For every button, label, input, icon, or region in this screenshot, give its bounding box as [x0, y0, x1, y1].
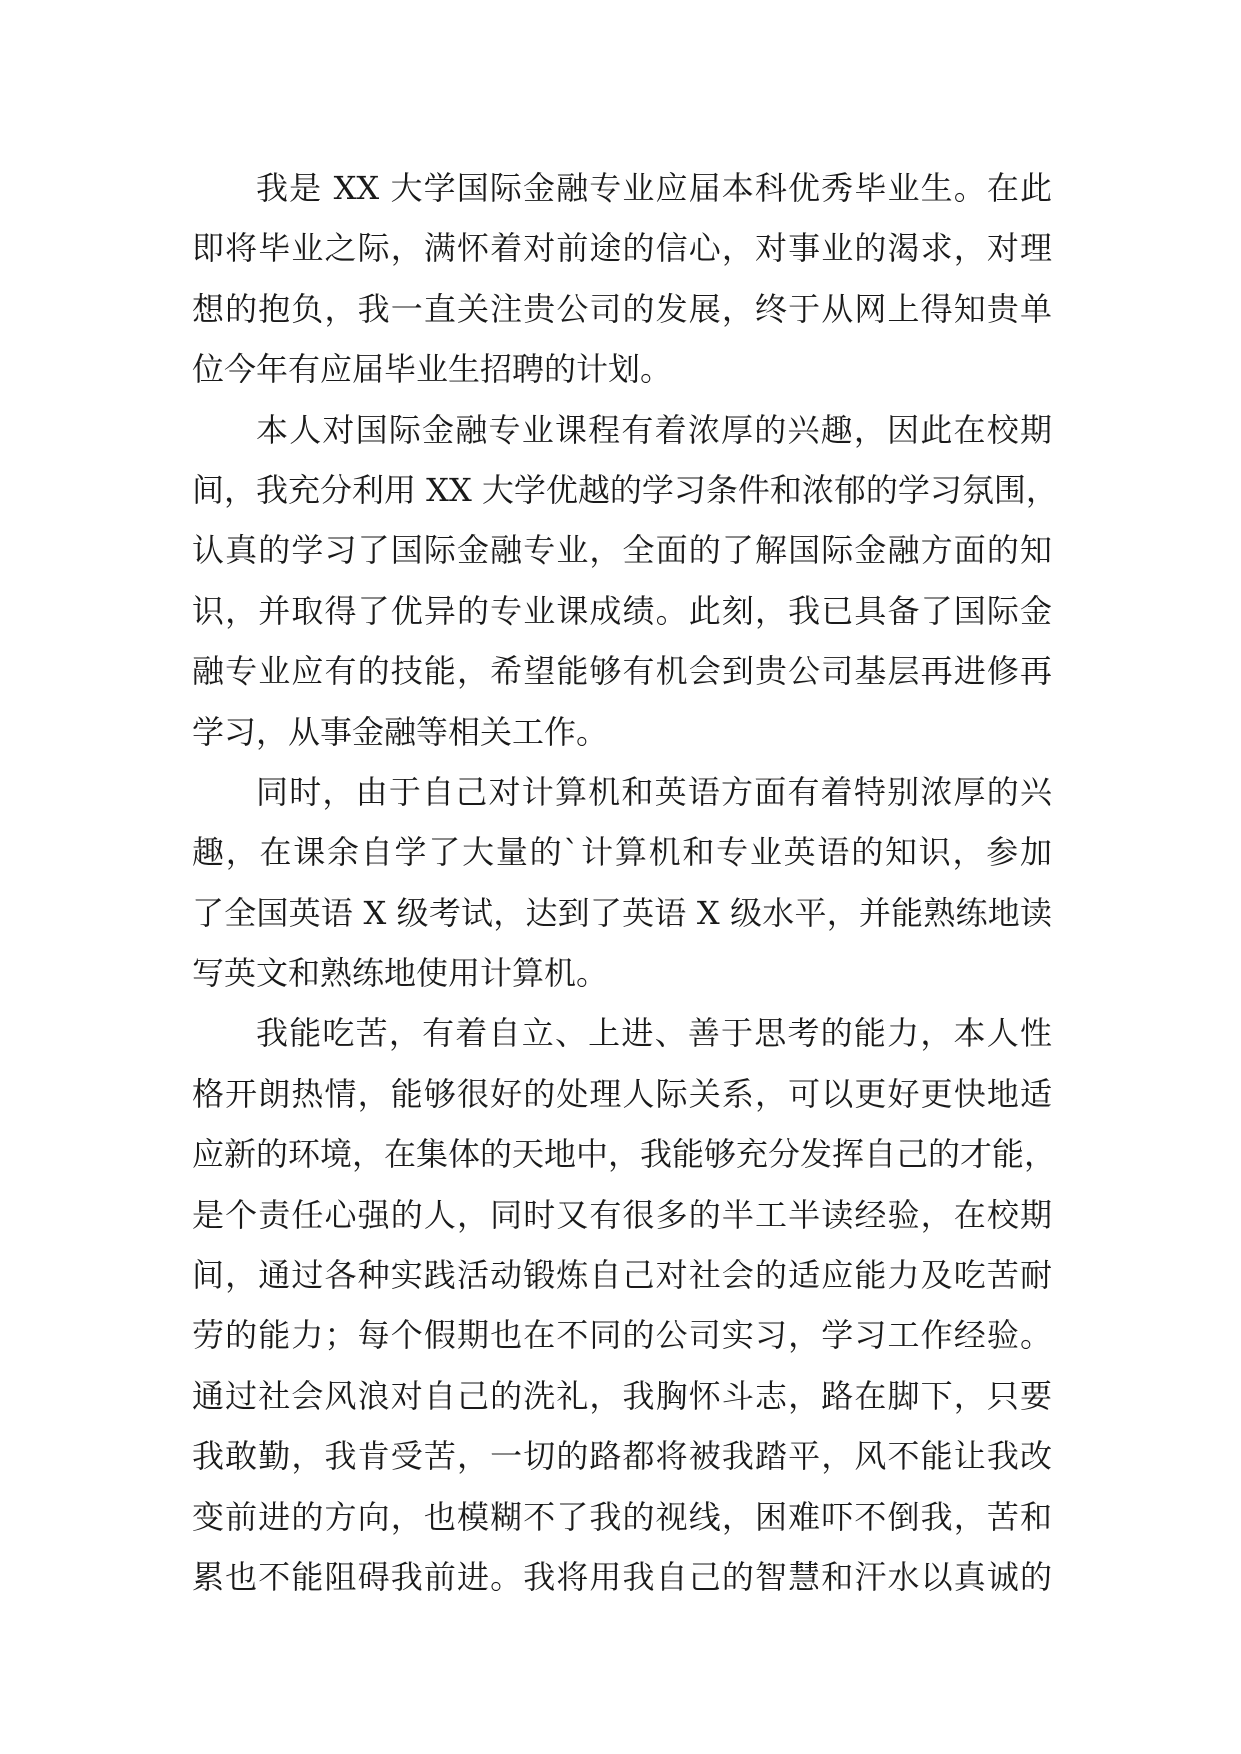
paragraph-2-line-3: 认真的学习了国际金融专业，全面的了解国际金融方面的知	[192, 531, 1052, 570]
letter-body	[192, 158, 1058, 1607]
paragraph-4-line-3: 应新的环境，在集体的天地中，我能够充分发挥自己的才能，	[192, 1135, 1057, 1174]
paragraph-4-line-8: 我敢勤，我肯受苦，一切的路都将被我踏平，风不能让我改	[192, 1437, 1052, 1476]
paragraph-1-line-1: 我是 XX 大学国际金融专业应届本科优秀毕业生。在此	[256, 169, 1052, 207]
paragraph-4-line-5: 间，通过各种实践活动锻炼自己对社会的适应能力及吃苦耐	[192, 1256, 1052, 1295]
paragraph-4-line-7: 通过社会风浪对自己的洗礼，我胸怀斗志，路在脚下，只要	[192, 1376, 1052, 1415]
paragraph-2-line-2: 间，我充分利用 XX 大学优越的学习条件和浓郁的学习氛围，	[192, 470, 1058, 509]
paragraph-2-line-4: 识，并取得了优异的专业课成绩。此刻，我已具备了国际金	[192, 591, 1052, 630]
paragraph-3-line-3: 了全国英语 X 级考试，达到了英语 X 级水平，并能熟练地读	[192, 893, 1052, 932]
paragraph-4-line-6: 劳的能力；每个假期也在不同的公司实习，学习工作经验。	[192, 1316, 1052, 1355]
paragraph-1-line-2: 即将毕业之际，满怀着对前途的信心，对事业的渴求，对理	[192, 229, 1052, 268]
paragraph-4-line-9: 变前进的方向，也模糊不了我的视线，困难吓不倒我，苦和	[192, 1497, 1052, 1536]
paragraph-1-line-4: 位今年有应届毕业生招聘的计划。	[192, 350, 673, 389]
paragraph-2-line-1: 本人对国际金融专业课程有着浓厚的兴趣，因此在校期	[256, 410, 1052, 449]
paragraph-1-line-3: 想的抱负，我一直关注贵公司的发展，终于从网上得知贵单	[192, 289, 1052, 328]
paragraph-4-line-2: 格开朗热情，能够很好的处理人际关系，可以更好更快地适	[192, 1074, 1052, 1113]
paragraph-2-line-5: 融专业应有的技能，希望能够有机会到贵公司基层再进修再	[192, 652, 1052, 691]
paragraph-4-line-4: 是个责任心强的人，同时又有很多的半工半读经验，在校期	[192, 1195, 1052, 1234]
paragraph-4-line-1: 我能吃苦，有着自立、上进、善于思考的能力，本人性	[256, 1014, 1052, 1053]
paragraph-4-line-10: 累也不能阻碍我前进。我将用我自己的智慧和汗水以真诚的	[192, 1557, 1052, 1596]
paragraph-3-line-4: 写英文和熟练地使用计算机。	[192, 954, 609, 993]
paragraph-3-line-2: 趣，在课余自学了大量的`计算机和专业英语的知识，参加	[192, 833, 1052, 872]
paragraph-3-line-1: 同时，由于自己对计算机和英语方面有着特别浓厚的兴	[256, 772, 1052, 811]
paragraph-2-line-6: 学习，从事金融等相关工作。	[192, 712, 609, 751]
